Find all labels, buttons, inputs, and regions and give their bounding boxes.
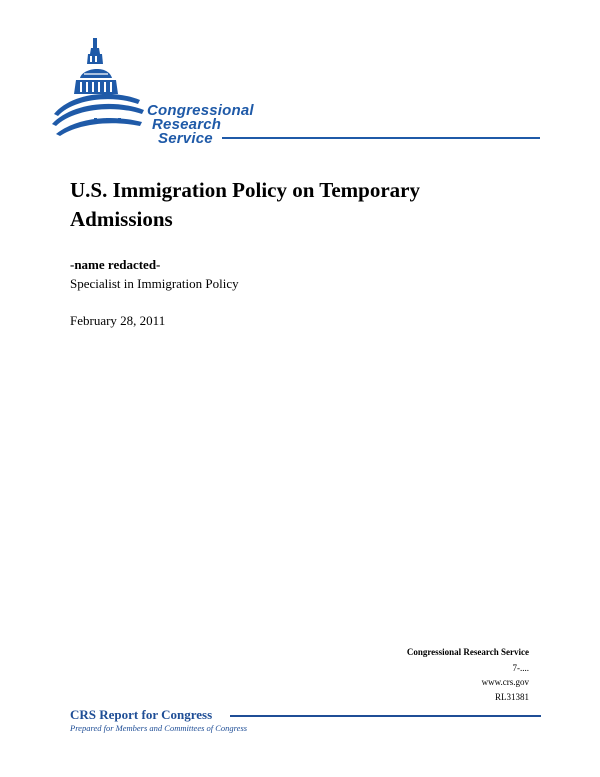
report-title: U.S. Immigration Policy on Temporary Admissions (70, 178, 420, 231)
author-role: Specialist in Immigration Policy (70, 276, 239, 291)
logo-text-congressional: Congressional (147, 102, 254, 119)
logo-text-service: Service (158, 130, 213, 147)
report-date: February 28, 2011 (70, 313, 166, 328)
header-divider (222, 137, 540, 139)
author-name: -name redacted- (70, 257, 161, 272)
footer-title: CRS Report for Congress (70, 707, 213, 722)
logo-text-research: Research (152, 116, 222, 133)
capitol-dome-logo-icon (50, 34, 150, 144)
footer-divider (230, 715, 541, 717)
report-number: RL31381 (494, 692, 529, 702)
contact-website: www.crs.gov (481, 677, 529, 687)
contact-phone: 7-.... (512, 663, 529, 673)
footer-subtitle: Prepared for Members and Committees of Congress (70, 723, 248, 733)
contact-organization: Congressional Research Service (406, 647, 529, 657)
